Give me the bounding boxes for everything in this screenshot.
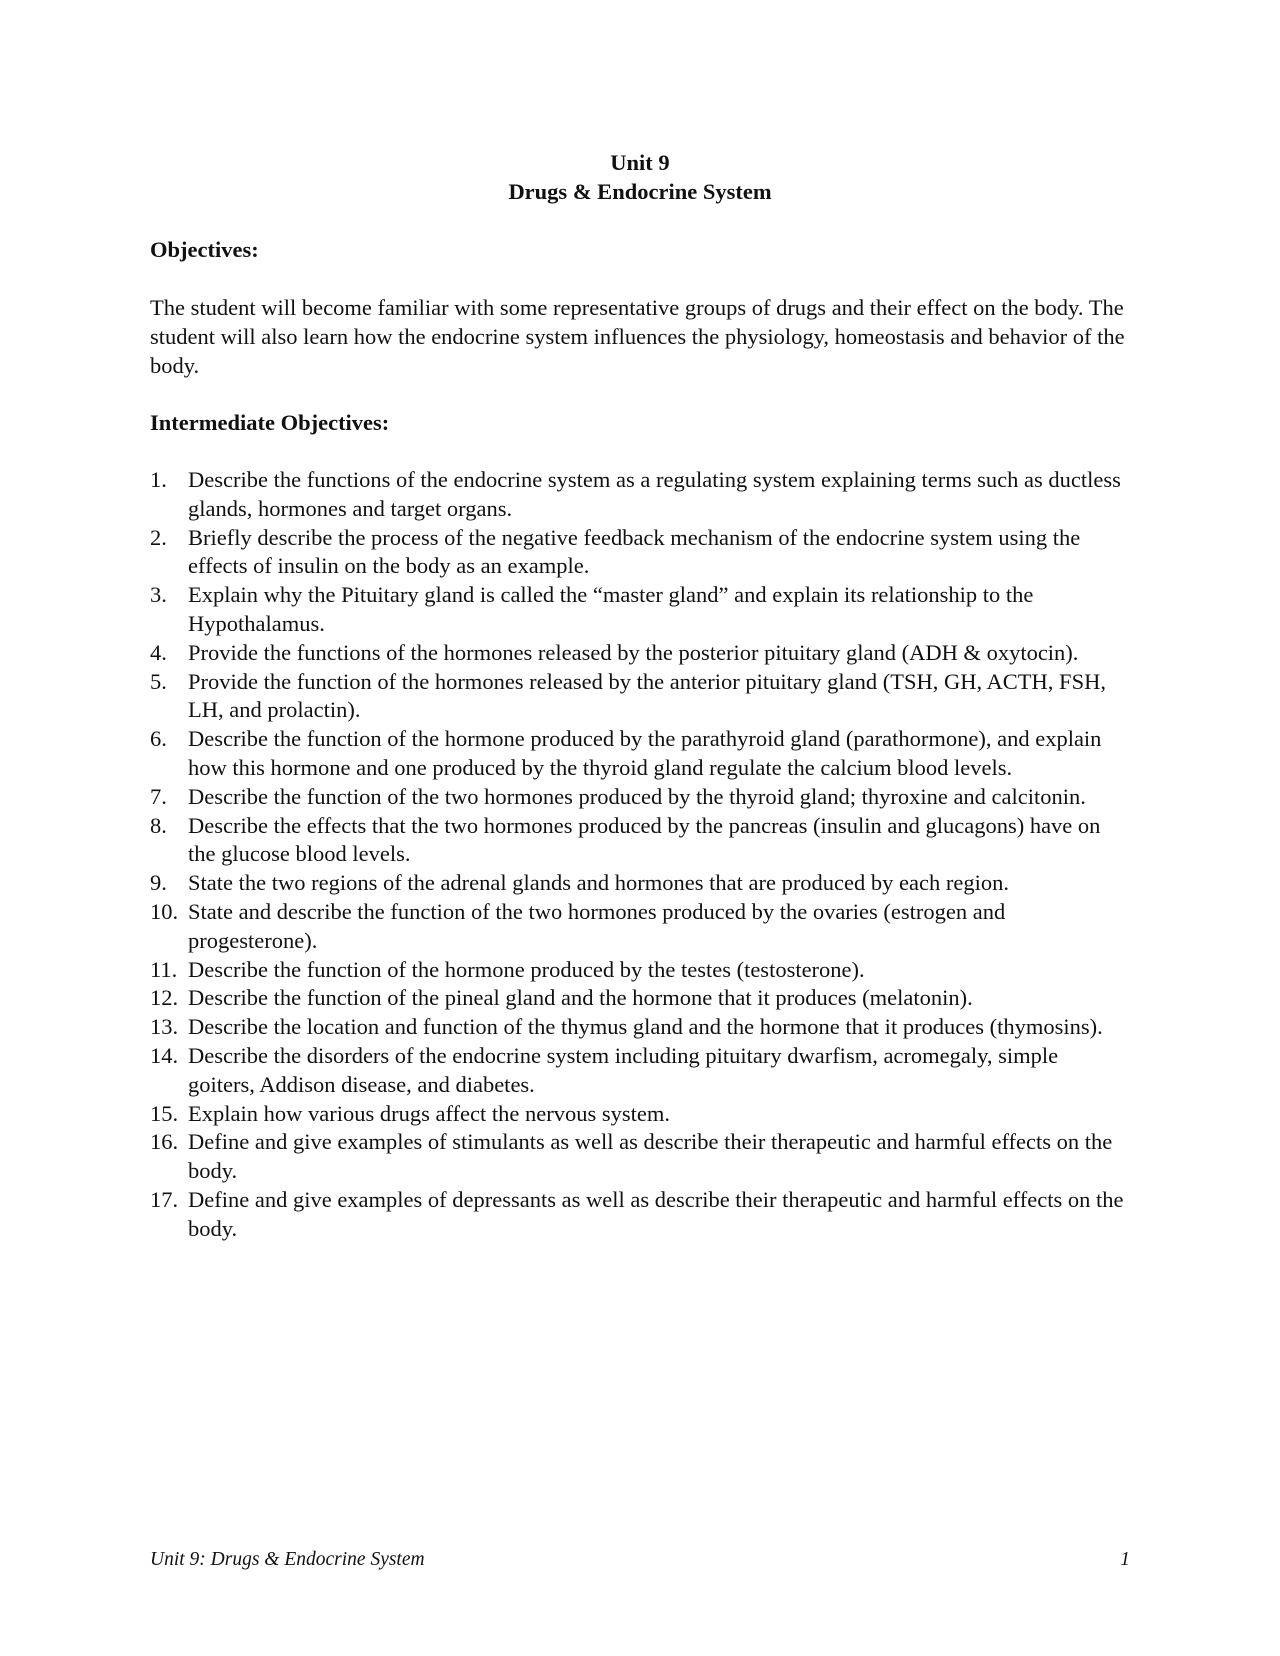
list-item-number: 7. <box>150 783 167 809</box>
list-item <box>150 639 1130 668</box>
list-item <box>150 1100 1130 1129</box>
list-item-number: 12. <box>150 985 179 1011</box>
list-item-number: 9. <box>150 870 167 896</box>
list-item-text: Explain how various drugs affect the nervous system. <box>188 1100 670 1126</box>
list-item-text: State the two regions of the adrenal glands and hormones that are produced by each region. <box>188 870 1009 896</box>
objectives-heading: Objectives: <box>150 237 259 262</box>
list-item-number: 17. <box>150 1186 179 1212</box>
list-item <box>150 1186 1130 1244</box>
list-item <box>150 984 1130 1013</box>
list-item-text: State and describe the function of the two hormones produced by the ovaries (estrogen and progesterone). <box>188 898 1006 953</box>
list-item-text: Describe the function of the two hormones produced by the thyroid gland; thyroxine and calcitonin. <box>188 783 1086 809</box>
list-item-text: Describe the functions of the endocrine system as a regulating system explaining terms such as ductless glands, hormones and target organs. <box>188 467 1121 521</box>
list-item-text: Describe the effects that the two hormones produced by the pancreas (insulin and glucagons) have on the glucose blood levels. <box>188 812 1101 867</box>
list-item-number: 8. <box>150 812 167 838</box>
list-item-text: Describe the function of the hormone produced by the parathyroid gland (parathormone), and explain how this hormone and one produced by the thyroid gland regulate the calcium blood levels. <box>188 726 1102 780</box>
list-item <box>150 1042 1130 1100</box>
list-item-number: 10. <box>150 898 179 924</box>
list-item-text: Describe the disorders of the endocrine system including pituitary dwarfism, acromegaly, simple goiters, Addison disease, and diabetes. <box>188 1042 1059 1097</box>
list-item <box>150 1013 1130 1042</box>
list-item <box>150 812 1130 870</box>
list-item-number: 2. <box>150 524 167 550</box>
list-item <box>150 725 1130 783</box>
list-item-number: 3. <box>150 582 167 608</box>
list-item-text: Provide the functions of the hormones released by the posterior pituitary gland (ADH & oxytocin). <box>188 639 1079 665</box>
list-item <box>150 956 1130 985</box>
list-item-number: 15. <box>150 1100 179 1126</box>
list-item-text: Describe the location and function of the thymus gland and the hormone that it produces (thymosins). <box>188 1014 1103 1040</box>
intermediate-objectives-list <box>150 466 1130 1244</box>
list-item-number: 1. <box>150 467 167 492</box>
list-item <box>150 898 1130 956</box>
list-item-number: 11. <box>150 956 178 982</box>
list-item <box>150 1128 1130 1186</box>
list-item-text: Explain why the Pituitary gland is called the “master gland” and explain its relationship to the Hypothalamus. <box>188 582 1034 636</box>
list-item <box>150 524 1130 582</box>
list-item-number: 6. <box>150 726 167 752</box>
list-item-text: Briefly describe the process of the negative feedback mechanism of the endocrine system using the effects of insulin on the body as an example. <box>188 524 1081 579</box>
unit-number: Unit 9 <box>610 150 670 175</box>
document-title: Drugs & Endocrine System <box>508 179 772 204</box>
list-item-text: Describe the function of the hormone produced by the testes (testosterone). <box>188 956 865 982</box>
list-item <box>150 668 1130 726</box>
list-item <box>150 869 1130 898</box>
list-item-text: Describe the function of the pineal gland and the hormone that it produces (melatonin). <box>188 985 973 1011</box>
list-item-text: Define and give examples of stimulants as well as describe their therapeutic and harmful effects on the body. <box>188 1129 1113 1184</box>
list-item-number: 13. <box>150 1014 179 1040</box>
list-item-number: 16. <box>150 1129 179 1155</box>
list-item-text: Provide the function of the hormones released by the anterior pituitary gland (TSH, GH, ACTH, FSH, LH, and prolactin). <box>188 668 1106 723</box>
footer-label: Unit 9: Drugs & Endocrine System <box>150 1549 425 1570</box>
list-item <box>150 466 1130 524</box>
list-item <box>150 581 1130 639</box>
page-footer <box>150 1548 1130 1572</box>
list-item-number: 5. <box>150 668 167 694</box>
page-number: 1 <box>1120 1549 1130 1570</box>
list-item-text: Define and give examples of depressants as well as describe their therapeutic and harmful effects on the body. <box>188 1186 1124 1241</box>
list-item-number: 4. <box>150 639 167 665</box>
list-item-number: 14. <box>150 1042 179 1068</box>
intermediate-objectives-heading: Intermediate Objectives: <box>150 410 390 435</box>
document-page <box>150 148 1130 1244</box>
objectives-paragraph: The student will become familiar with some representative groups of drugs and their effect on the body. The student will also learn how the endocrine system influences the physiology, homeostasis and behavior of the body. <box>150 295 1125 378</box>
list-item <box>150 783 1130 812</box>
